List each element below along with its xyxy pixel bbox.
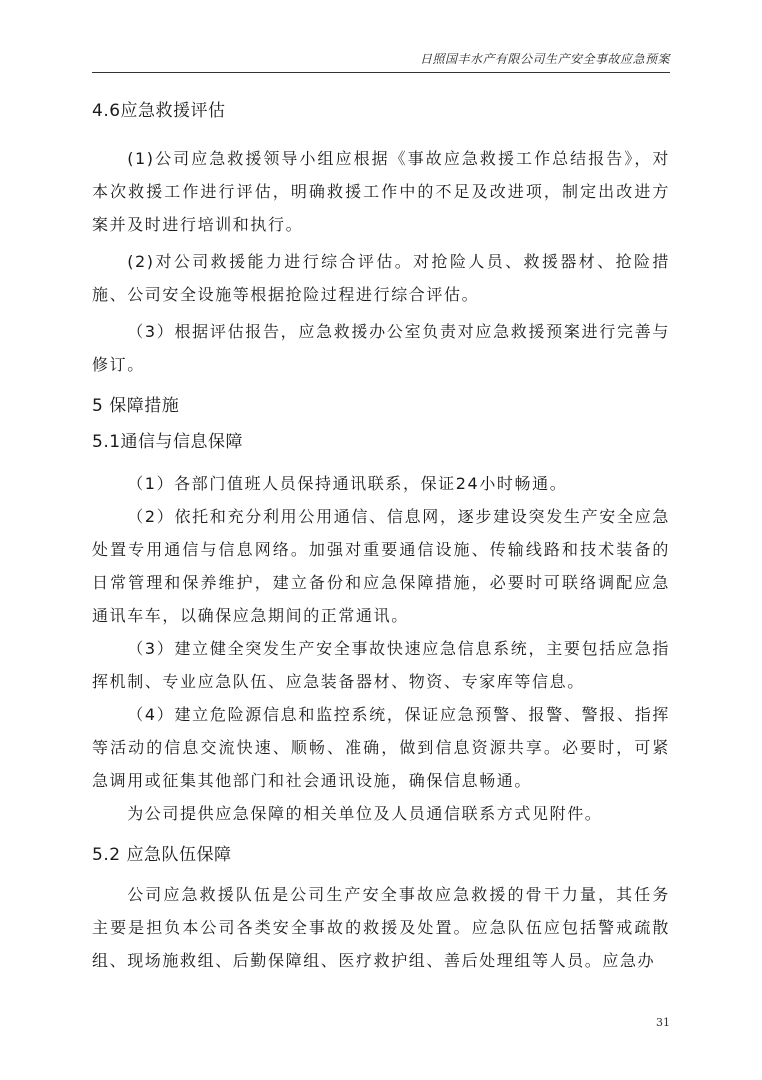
paragraph: （1）各部门值班人员保持通讯联系，保证24小时畅通。	[127, 474, 568, 493]
section-heading-5: 5 保障措施	[92, 396, 180, 416]
paragraph: (1)公司应急救援领导小组应根据《事故应急救援工作总结报告》，对本次救援工作进行评估，明确救援工作中的不足及改进项，制定出改进方案并及时进行培训和执行。	[92, 149, 670, 234]
paragraph: （3）建立健全突发生产安全事故快速应急信息系统，主要包括应急指挥机制、专业应急队伍、应急装备器材、物资、专家库等信息。	[92, 639, 670, 691]
paragraph: （2）依托和充分利用公用通信、信息网，逐步建设突发生产安全应急处置专用通信与信息网络。加强对重要通信设施、传输线路和技术装备的日常管理和保养维护，建立备份和应急保障措施，必要时可联络调配应急通讯车车，以确保应急期间的正常通讯。	[92, 507, 670, 625]
section-heading-4-6: 4.6应急救援评估	[92, 101, 226, 121]
paragraph: 公司应急救援队伍是公司生产安全事故应急救援的骨干力量，其任务主要是担负本公司各类安全事故的救援及处置。应急队伍应包括警戒疏散组、现场施救组、后勤保障组、医疗救护组、善后处理组等人员。应急办	[92, 885, 670, 970]
page-header	[92, 48, 670, 73]
section-heading-5-2: 5.2 应急队伍保障	[92, 845, 232, 865]
section-heading-5-1: 5.1通信与信息保障	[92, 432, 244, 452]
page-number: 31	[656, 1016, 670, 1029]
paragraph: 为公司提供应急保障的相关单位及人员通信联系方式见附件。	[127, 804, 603, 823]
paragraph: （4）建立危险源信息和监控系统，保证应急预警、报警、警报、指挥等活动的信息交流快速、顺畅、准确，做到信息资源共享。必要时，可紧急调用或征集其他部门和社会通讯设施，确保信息畅通。	[92, 705, 670, 790]
paragraph: (2)对公司救援能力进行综合评估。对抢险人员、救援器材、抢险措施、公司安全设施等根据抢险过程进行综合评估。	[92, 252, 670, 304]
paragraph: （3）根据评估报告，应急救援办公室负责对应急救援预案进行完善与修订。	[92, 322, 670, 374]
header-title: 日照国丰水产有限公司生产安全事故应急预案	[419, 52, 670, 66]
page-content	[92, 100, 670, 977]
